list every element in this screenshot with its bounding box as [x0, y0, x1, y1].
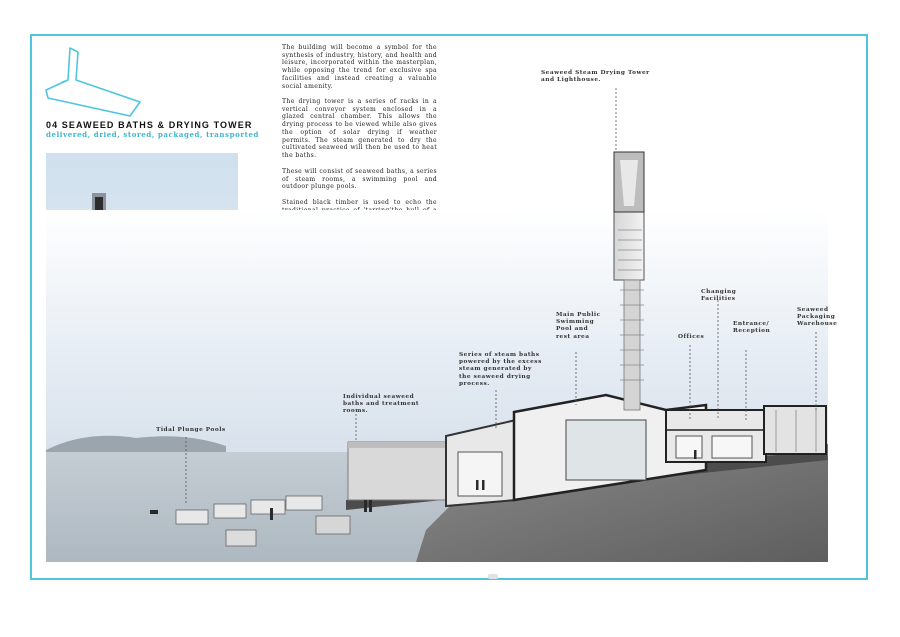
- body-paragraph-3: These will consist of seaweed baths, a series of steam rooms, a swimming pool and outdoor plunge pools.: [282, 168, 437, 191]
- page-indicator: [488, 574, 498, 579]
- body-paragraph-2: The drying tower is a series of racks in a vertical conveyor system enclosed in a glazed central chamber. This allows the drying process to be viewed while also gives the option of solar drying if weather permits. The steam generated to dry the cultivated seaweed will then be used to heat the baths.: [282, 98, 437, 159]
- label-drying-tower: Seaweed Steam Drying Tower and Lighthouse.: [541, 70, 650, 84]
- label-offices: Offices: [678, 334, 705, 340]
- label-packaging-warehouse: Seaweed Packaging Warehouse: [797, 307, 838, 328]
- label-changing-facilities: Changing Facilities: [701, 289, 737, 303]
- body-paragraph-1: The building will become a symbol for the synthesis of industry, history, and health and leisure, incorporated within the masterplan, while opposing the trend for exclusive spa facilities and instead creating a valuable social amenity.: [282, 44, 437, 90]
- label-individual-baths: Individual seaweed baths and treatment rooms.: [343, 394, 420, 415]
- label-steam-baths: Series of steam baths powered by the excess steam generated by the seaweed drying process.: [459, 352, 542, 387]
- building-section-render: [46, 60, 828, 562]
- body-paragraph-4: Stained black timber is used to echo the: [282, 199, 437, 206]
- label-swimming-pool: Main Public Swimming Pool and rest area: [556, 312, 601, 340]
- label-entrance-reception: Entrance/ Reception: [733, 321, 771, 335]
- page-subtitle: delivered, dried, stored, packaged, transported: [46, 130, 260, 139]
- page-title: 04 SEAWEED BATHS & DRYING TOWER: [46, 120, 253, 130]
- label-plunge-pools: Tidal Plunge Pools: [156, 427, 226, 433]
